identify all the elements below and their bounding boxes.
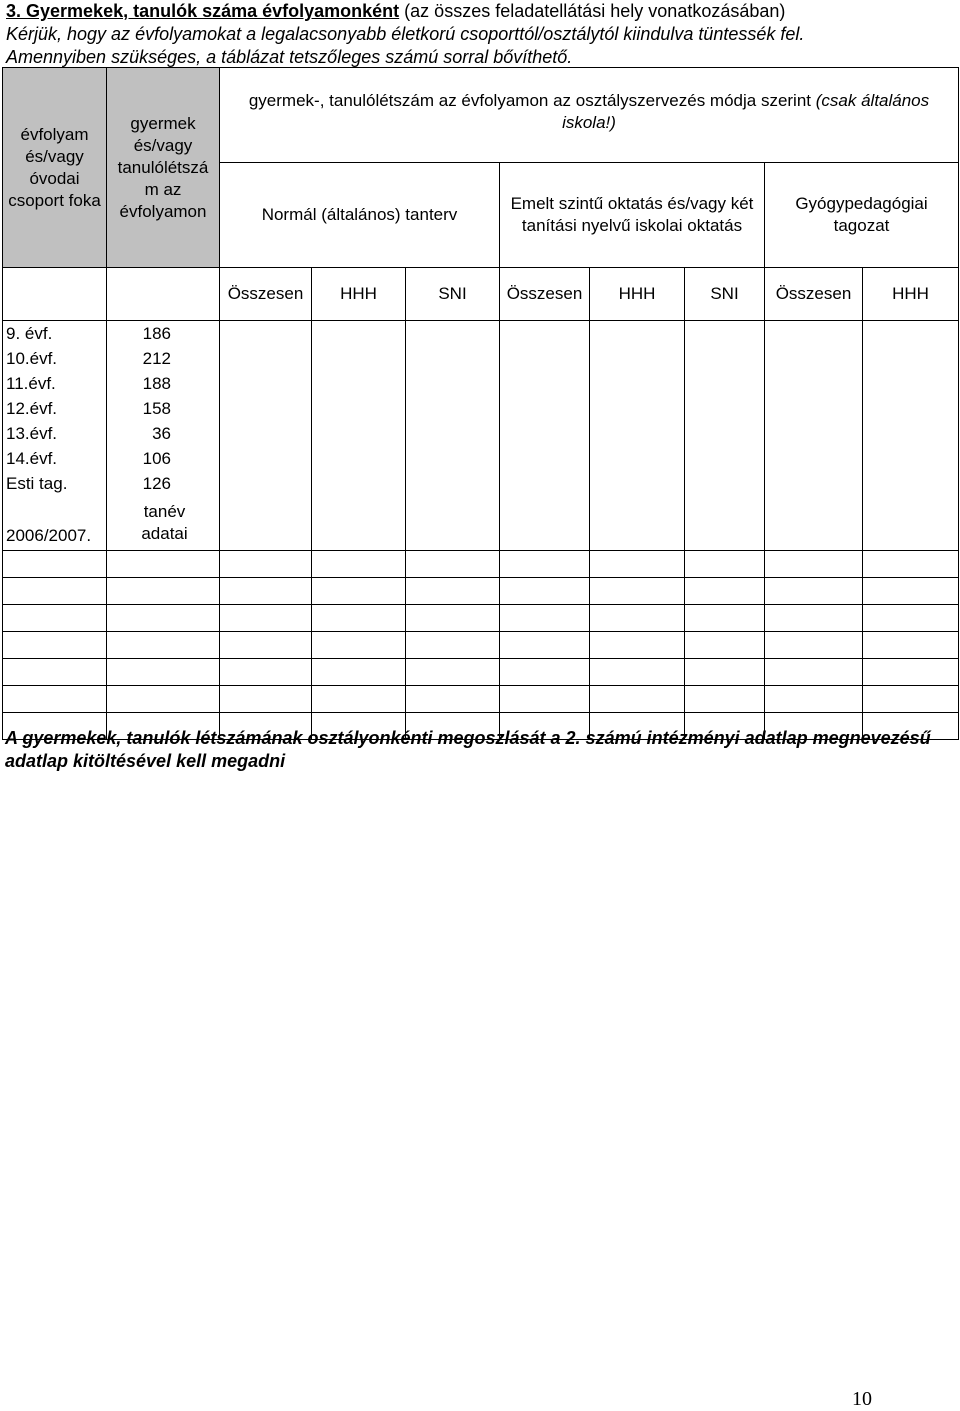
section-title-note: (az összes feladatellátási hely vonatkozásában) — [399, 1, 786, 21]
subgroup-special: Gyógypedagógiai tagozat — [765, 163, 959, 268]
empty-row — [3, 686, 959, 713]
grade-cell: 14.évf. — [3, 446, 107, 471]
page-number: 10 — [852, 1388, 872, 1410]
table-row-year — [3, 496, 959, 551]
instruction-line-2: Amennyiben szükséges, a táblázat tetszőleges számú sorral bővíthető. — [6, 47, 573, 67]
subcol-hhh-2: HHH — [590, 268, 685, 321]
count-cell: 36 — [107, 421, 220, 446]
subcol-sni-1: SNI — [406, 268, 500, 321]
empty-row — [3, 551, 959, 578]
subgroup-advanced: Emelt szintű oktatás és/vagy két tanítási nyelvű iskolai oktatás — [500, 163, 765, 268]
count-cell: 188 — [107, 371, 220, 396]
subcol-hhh-1: HHH — [312, 268, 406, 321]
empty-row — [3, 605, 959, 632]
year-cell: 2006/2007. — [3, 496, 107, 551]
subgroup-normal: Normál (általános) tanterv — [220, 163, 500, 268]
blank-cell — [3, 268, 107, 321]
header-count: gyermek és/vagy tanulólétszá m az évfolyamon — [107, 68, 220, 268]
empty-row — [3, 578, 959, 605]
grade-count-table — [2, 67, 959, 740]
empty-row — [3, 659, 959, 686]
year-note-1: tanév — [143, 502, 186, 521]
table-row — [3, 396, 959, 421]
grade-cell: 10.évf. — [3, 346, 107, 371]
subcol-total-2: Összesen — [500, 268, 590, 321]
table-row — [3, 321, 959, 347]
count-cell: 212 — [107, 346, 220, 371]
subcol-hhh-3: HHH — [863, 268, 959, 321]
empty-row — [3, 632, 959, 659]
table-row — [3, 446, 959, 471]
blank-cell — [107, 268, 220, 321]
count-cell: 106 — [107, 446, 220, 471]
grade-cell: 12.évf. — [3, 396, 107, 421]
count-cell: 158 — [107, 396, 220, 421]
table-row — [3, 471, 959, 496]
section-title: 3. Gyermekek, tanulók száma évfolyamonként — [6, 1, 400, 21]
table-row — [3, 346, 959, 371]
grade-cell: 9. évf. — [3, 321, 107, 347]
instruction-line-1: Kérjük, hogy az évfolyamokat a legalacsonyabb életkorú csoporttól/osztálytól kiindulva tüntessék fel. — [6, 24, 805, 44]
table-row — [3, 421, 959, 446]
count-cell: 186 — [107, 321, 220, 347]
subcol-total-1: Összesen — [220, 268, 312, 321]
table-row — [3, 371, 959, 396]
header-group-title — [220, 68, 959, 163]
grade-cell: Esti tag. — [3, 471, 107, 496]
year-note-cell — [107, 496, 220, 551]
count-cell: 126 — [107, 471, 220, 496]
header-grade: évfolyam és/vagy óvodai csoport foka — [3, 68, 107, 268]
section-heading — [6, 0, 956, 69]
grade-cell: 11.évf. — [3, 371, 107, 396]
footnote: A gyermekek, tanulók létszámának osztályonkénti megoszlását a 2. számú intézményi adatlap megnevezésű adatlap kitöltésével kell megadni — [5, 728, 931, 771]
subcol-total-3: Összesen — [765, 268, 863, 321]
group-title-text: gyermek-, tanulólétszám az évfolyamon az osztályszervezés módja szerint — [248, 91, 816, 110]
year-note-2: adatai — [141, 524, 188, 543]
subcol-sni-2: SNI — [685, 268, 765, 321]
group-title-italic: (csak általános iskola!) — [562, 91, 930, 132]
grade-cell: 13.évf. — [3, 421, 107, 446]
